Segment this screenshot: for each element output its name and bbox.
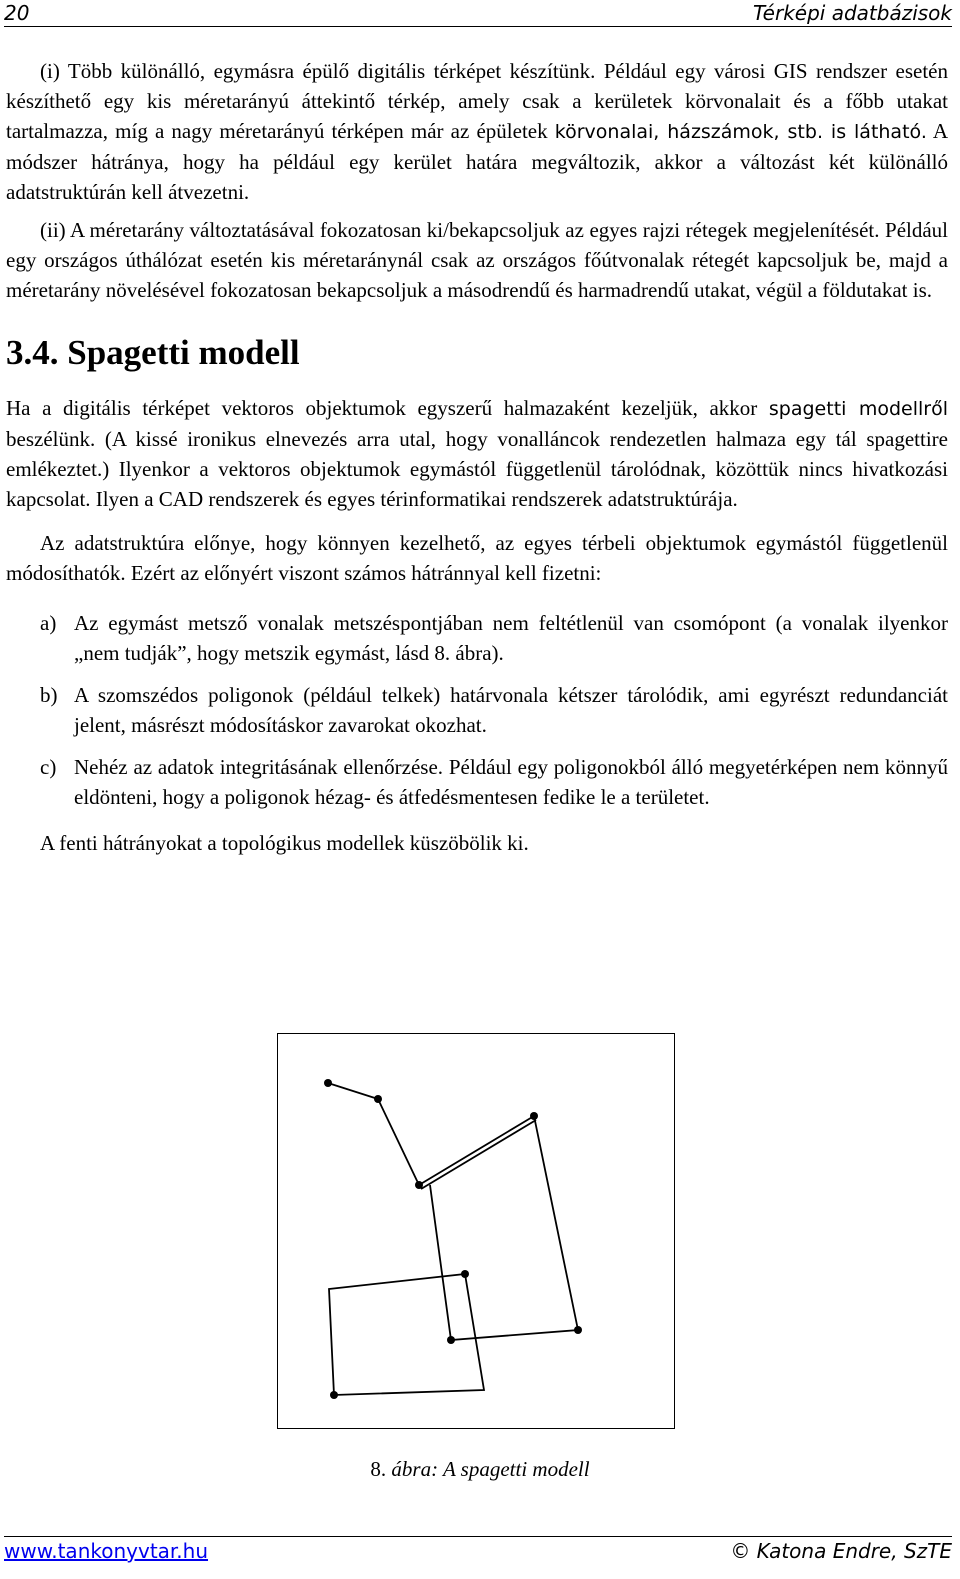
list-item: a) Az egymást metsző vonalak metszéspontjában nem feltétlenül van csomópont (a vonalak ilyenkor „nem tudják”, hogy metszik egymást, lásd 8. ábra). (40, 611, 948, 665)
drawbacks-list (6, 608, 948, 812)
node-point (530, 1112, 538, 1120)
node-point (324, 1079, 332, 1087)
node-point (374, 1095, 382, 1103)
list-item: b) A szomszédos poligonok (például telkek) határvonala kétszer tárolódik, ami egyrészt redundanciát jelent, másrészt módosításkor zavarokat okozhat. (40, 683, 948, 737)
node-point (574, 1326, 582, 1334)
sans-fragment: körvonalai, házszámok, stb. is látható. (554, 121, 927, 143)
list-item: c) Nehéz az adatok integritásának ellenőrzése. Például egy poligonokból álló megyetérképen nem könnyű eldönteni, hogy a poligonok hézag- és átfedésmentesen fedike le a területet. (40, 755, 948, 809)
defined-term: spagetti modellről (768, 398, 948, 420)
spaghetti-diagram (278, 1034, 674, 1428)
main-content (6, 56, 948, 858)
closing-paragraph: A fenti hátrányokat a topológikus modellek küszöbölik ki. (40, 831, 529, 855)
intro-paragraph-i: (i) Több különálló, egymásra épülő digitális térképet készítünk. Például egy városi GIS rendszer esetén készíthető egy kis méretarányú áttekintő térkép, amely csak a kerületek körvonalait és a főbb utakat tartalmazza, míg a nagy méretarányú térképen már az épületek körvonalai, házszámok, stb. is látható. A módszer hátránya, hogy ha például egy kerület határa megváltozik, akkor a változást két különálló adatstruktúrán kell átvezetni. (6, 59, 949, 204)
section-paragraph-1: Ha a digitális térképet vektoros objektumok egyszerű halmazaként kezeljük, akkor spagetti modellről beszélünk. (A kissé ironikus elnevezés arra utal, hogy vonalláncok rendezetlen halmaza egy tál spagettire emlékeztet.) Ilyenkor a vektoros objektumok egymástól függetlenül tárolódnak, közöttük nincs hivatkozási kapcsolat. Ilyen a CAD rendszerek és egyes térinformatikai rendszerek adatstruktúrája. (6, 396, 948, 511)
polyline-1b (421, 1120, 536, 1189)
section-paragraph-2: Az adatstruktúra előnye, hogy könnyen kezelhető, az egyes térbeli objektumok egymástól függetlenül módosíthatók. Ezért az előnyért viszont számos hátránnyal kell fizetni: (6, 531, 948, 585)
section-heading: 3.4. Spagetti modell (6, 333, 300, 372)
node-point (415, 1181, 423, 1189)
node-point (330, 1391, 338, 1399)
page-header (4, 0, 952, 27)
running-title: Térképi adatbázisok (752, 1, 952, 25)
node-point (461, 1270, 469, 1278)
copyright: © Katona Endre, SzTE (730, 1539, 952, 1563)
intro-paragraph-ii: (ii) A méretarány változtatásával fokozatosan ki/bekapcsoljuk az egyes rajzi rétegek megjelenítését. Például egy országos úthálózat esetén kis méretaránynál csak az országos főútvonalak rétegét kapcsoljuk be, majd a méretarány növelésével fokozatosan bekapcsoljuk a másodrendű és harmadrendű utakat, végül a földutakat is. (6, 218, 948, 302)
polyline-1 (328, 1083, 578, 1340)
page-footer (4, 1536, 952, 1567)
footer-link[interactable]: www.tankonyvtar.hu (4, 1539, 209, 1563)
node-point (447, 1336, 455, 1344)
figure-caption: 8. ábra: A spagetti modell (370, 1457, 590, 1481)
polygon-2 (329, 1274, 484, 1395)
spaghetti-figure (277, 1033, 675, 1429)
page-number: 20 (4, 1, 30, 25)
